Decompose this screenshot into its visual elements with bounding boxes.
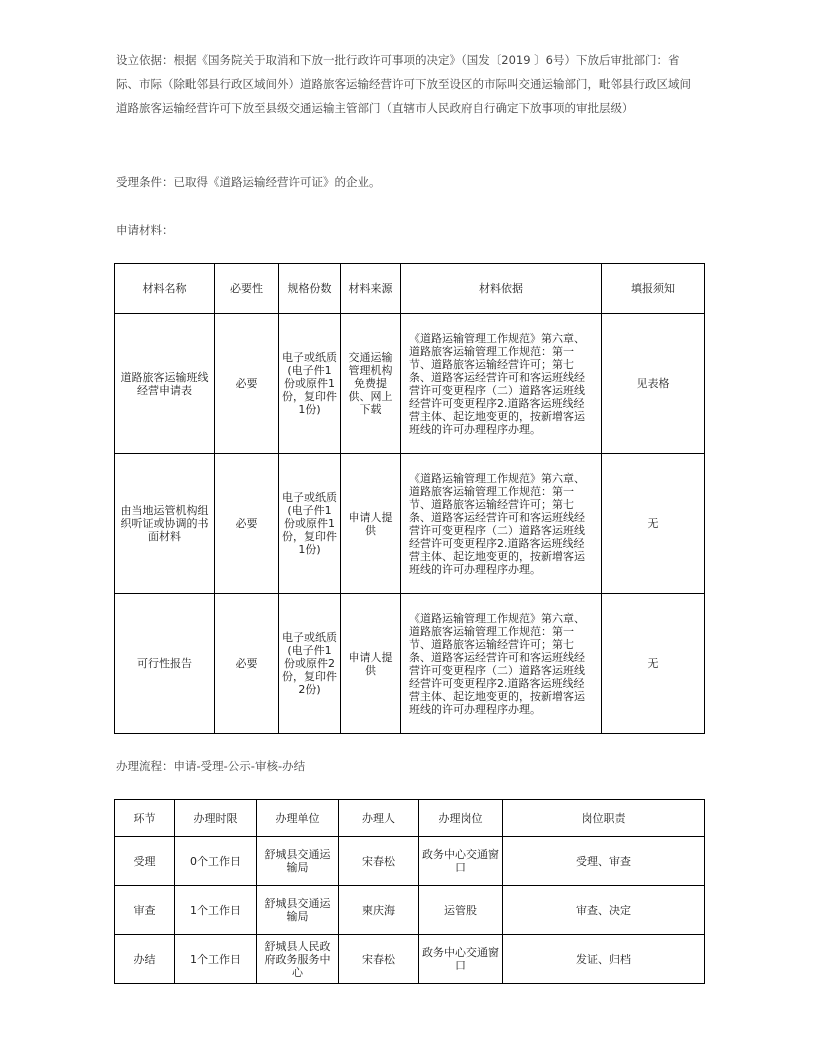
header-source: 材料来源 [341, 264, 401, 314]
process-text: 申请-受理-公示-审核-办结 [173, 759, 306, 773]
table-row [115, 594, 705, 734]
header-spec: 规格份数 [279, 264, 341, 314]
basis-paragraph [116, 48, 691, 120]
process-time: 1个工作日 [175, 935, 257, 984]
process-time: 0个工作日 [175, 837, 257, 886]
material-source: 申请人提供 [341, 594, 401, 734]
material-notice: 无 [602, 454, 705, 594]
process-duty: 审查、决定 [503, 886, 705, 935]
process-unit: 舒城县交通运输局 [257, 837, 339, 886]
material-notice: 无 [602, 594, 705, 734]
conditions-label: 受理条件： [116, 175, 174, 189]
table-row [115, 454, 705, 594]
table-row [115, 886, 705, 935]
materials-header-row [115, 264, 705, 314]
header-duty: 岗位职责 [503, 800, 705, 837]
header-material-name: 材料名称 [115, 264, 215, 314]
material-necessity: 必要 [215, 594, 279, 734]
conditions-text: 已取得《道路运输经营许可证》的企业。 [173, 175, 381, 189]
process-label: 办理流程： [116, 759, 174, 773]
process-person: 宋春松 [339, 935, 419, 984]
basis-label: 设立依据： [116, 53, 174, 67]
process-post: 运管股 [419, 886, 503, 935]
process-duty: 发证、归档 [503, 935, 705, 984]
material-source: 申请人提供 [341, 454, 401, 594]
process-person: 宋春松 [339, 837, 419, 886]
material-spec: 电子或纸质(电子件1份或原件1份，复印件1份) [279, 314, 341, 454]
process-step: 办结 [115, 935, 175, 984]
table-row [115, 935, 705, 984]
header-time: 办理时限 [175, 800, 257, 837]
process-table [114, 799, 705, 984]
material-necessity: 必要 [215, 454, 279, 594]
material-name: 由当地运管机构组织听证或协调的书面材料 [115, 454, 215, 594]
process-post: 政务中心交通窗口 [419, 935, 503, 984]
material-name: 可行性报告 [115, 594, 215, 734]
header-necessity: 必要性 [215, 264, 279, 314]
process-unit: 舒城县人民政府政务服务中心 [257, 935, 339, 984]
process-person: 柬庆海 [339, 886, 419, 935]
basis-text: 根据《国务院关于取消和下放一批行政许可事项的决定》（国发〔2019 〕6号）下放后审批部门：省际、市际（除毗邻县行政区域间外）道路旅客运输经营许可下放至设区的市际叫交通运输部门，毗邻县行政区域间道路旅客运输经营许可下放至县级交通运输主管部门（直辖市人民政府自行确定下放事项的审批层级） [116, 53, 691, 115]
process-time: 1个工作日 [175, 886, 257, 935]
material-basis: 《道路运输管理工作规范》第六章、道路旅客运输管理工作规范：第一节、道路旅客运输经营许可；第七条、道路客运经营许可和客运班线经营许可变更程序（二）道路客运班线经营许可变更程序2.道路客运班线经营主体、起讫地变更的，按新增客运班线的许可办理程序办理。 [401, 314, 602, 454]
header-notice: 填报须知 [602, 264, 705, 314]
process-duty: 受理、审查 [503, 837, 705, 886]
materials-table [114, 263, 705, 734]
materials-heading [116, 218, 691, 242]
process-heading [116, 754, 691, 778]
header-unit: 办理单位 [257, 800, 339, 837]
material-spec: 电子或纸质(电子件1份或原件2份，复印件2份) [279, 594, 341, 734]
table-row [115, 314, 705, 454]
process-step: 受理 [115, 837, 175, 886]
header-basis: 材料依据 [401, 264, 602, 314]
conditions-paragraph [116, 170, 691, 194]
material-notice: 见表格 [602, 314, 705, 454]
material-basis: 《道路运输管理工作规范》第六章、道路旅客运输管理工作规范：第一节、道路旅客运输经营许可；第七条、道路客运经营许可和客运班线经营许可变更程序（二）道路客运班线经营许可变更程序2.道路客运班线经营主体、起讫地变更的，按新增客运班线的许可办理程序办理。 [401, 594, 602, 734]
material-necessity: 必要 [215, 314, 279, 454]
table-row [115, 837, 705, 886]
material-basis: 《道路运输管理工作规范》第六章、道路旅客运输管理工作规范：第一节、道路旅客运输经营许可；第七条、道路客运经营许可和客运班线经营许可变更程序（二）道路客运班线经营许可变更程序2.道路客运班线经营主体、起讫地变更的，按新增客运班线的许可办理程序办理。 [401, 454, 602, 594]
header-person: 办理人 [339, 800, 419, 837]
material-name: 道路旅客运输班线经营申请表 [115, 314, 215, 454]
material-spec: 电子或纸质(电子件1份或原件1份，复印件1份) [279, 454, 341, 594]
process-post: 政务中心交通窗口 [419, 837, 503, 886]
material-source: 交通运输管理机构免费提供、网上下载 [341, 314, 401, 454]
materials-label: 申请材料： [116, 223, 174, 237]
process-header-row [115, 800, 705, 837]
process-step: 审查 [115, 886, 175, 935]
process-unit: 舒城县交通运输局 [257, 886, 339, 935]
header-step: 环节 [115, 800, 175, 837]
header-post: 办理岗位 [419, 800, 503, 837]
